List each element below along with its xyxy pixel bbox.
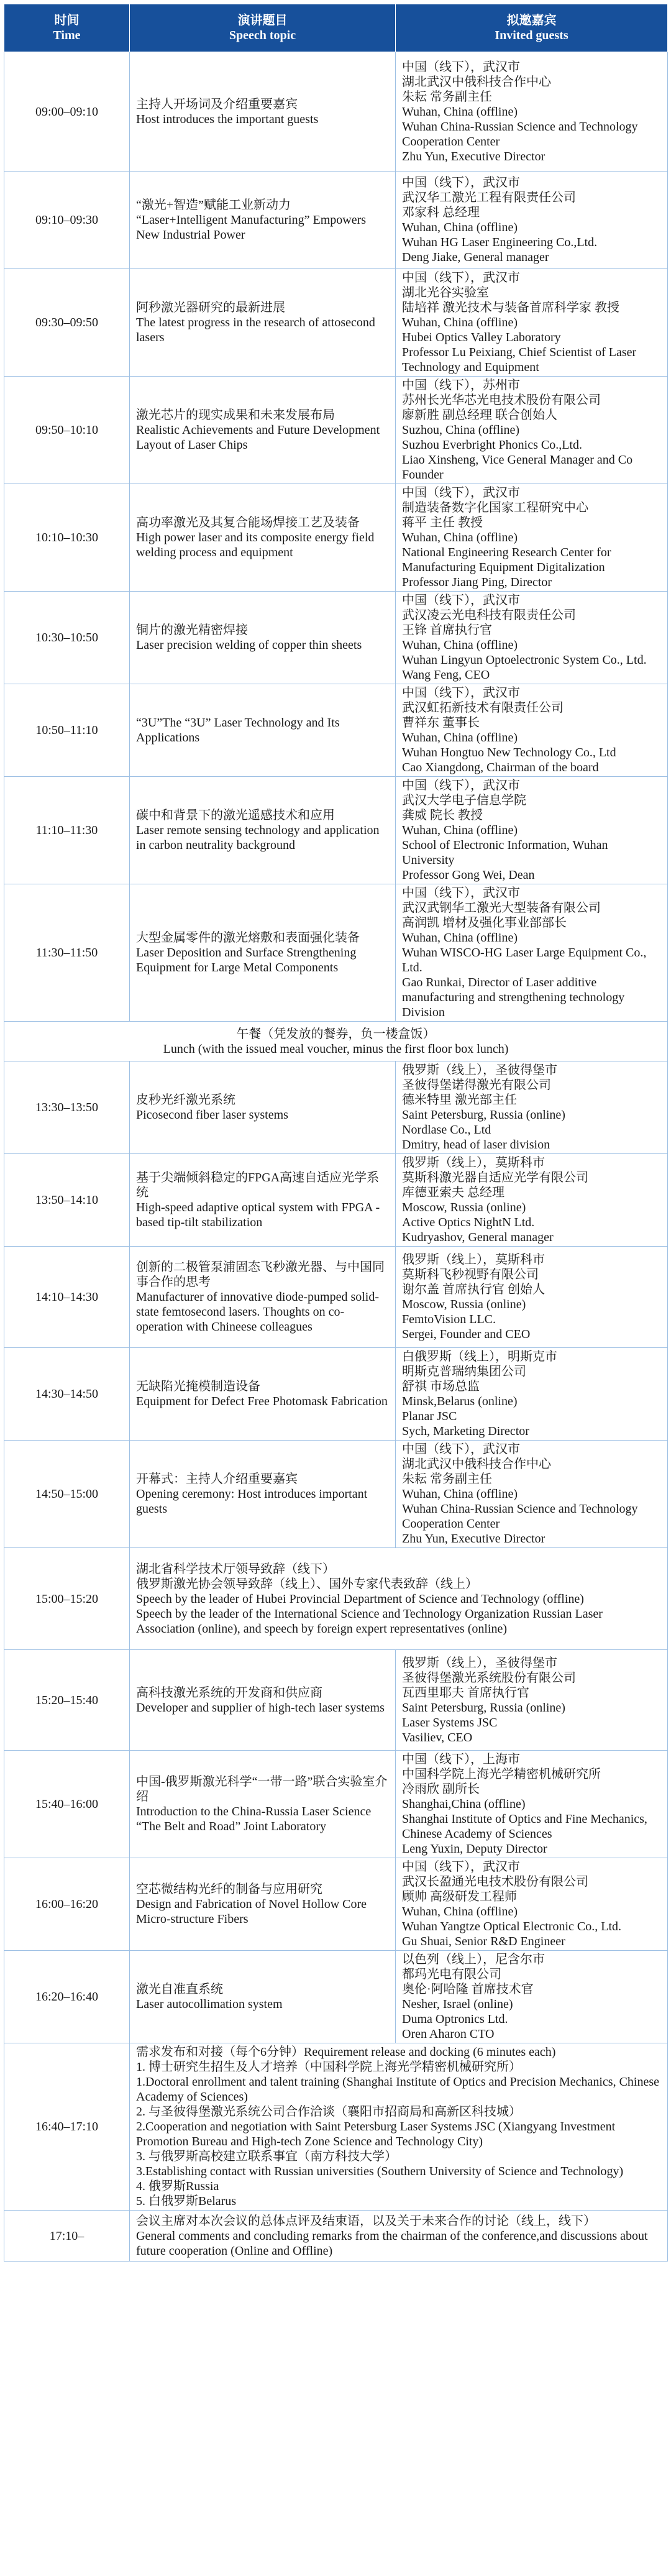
- guest-line: Nordlase Co., Ltd: [402, 1123, 491, 1137]
- guest-cell: [396, 1348, 668, 1441]
- topic-line: The latest progress in the research of attosecond lasers: [136, 316, 375, 344]
- header-time-zh: 时间: [54, 14, 80, 27]
- time-cell: 11:10–11:30: [4, 777, 130, 884]
- topic-line: 皮秒光纤激光系统: [136, 1093, 235, 1107]
- guest-line: Saint Petersburg, Russia (online): [402, 1108, 565, 1122]
- agenda-row: [4, 1751, 668, 1858]
- guest-line: Suzhou, China (offline): [402, 423, 520, 437]
- agenda-row: [4, 269, 668, 377]
- guest-line: 中国（线下），武汉市: [402, 271, 520, 285]
- guest-line: 莫斯科激光器自适应光学有限公司: [402, 1171, 588, 1185]
- guest-line: 陆培祥 激光技术与装备首席科学家 教授: [402, 301, 619, 314]
- topic-line: 2.Cooperation and negotiation with Saint Petersburg Laser Systems JSC (Xiangyang Investment Promotion Bureau and High-tech Zone Science and Technology City): [136, 2120, 616, 2148]
- topic-cell: [130, 1650, 396, 1751]
- guest-cell: [396, 52, 668, 172]
- guest-cell: [396, 484, 668, 592]
- topic-cell: [130, 1348, 396, 1441]
- guest-line: Sergei, Founder and CEO: [402, 1327, 531, 1341]
- guest-line: 武汉凌云光电科技有限责任公司: [402, 608, 576, 622]
- topic-line: Laser remote sensing technology and application in carbon neutrality background: [136, 823, 380, 852]
- guest-line: 库德亚索夫 总经理: [402, 1186, 504, 1199]
- topic-line: 创新的二极管泵浦固态飞秒激光器、与中国同事合作的思考: [136, 1260, 385, 1289]
- guest-line: 武汉长盈通光电技术股份有限公司: [402, 1875, 588, 1889]
- topic-line: 需求发布和对接（每个6分钟）Requirement release and docking (6 minutes each): [136, 2045, 556, 2059]
- topic-line: Introduction to the China-Russia Laser Science “The Belt and Road” Joint Laboratory: [136, 1805, 372, 1833]
- time-cell: 14:50–15:00: [4, 1441, 130, 1548]
- guest-line: Gao Runkai, Director of Laser additive manufacturing and strengthening technology Division: [402, 976, 625, 1019]
- guest-line: 俄罗斯（线上），圣彼得堡市: [402, 1656, 557, 1670]
- guest-line: 德米特里 激光部主任: [402, 1093, 517, 1107]
- guest-line: 奥伦·阿哈隆 首席技术官: [402, 1982, 534, 1996]
- header-time-en: Time: [53, 29, 81, 42]
- guest-line: Wuhan, China (offline): [402, 1905, 518, 1918]
- topic-line: Realistic Achievements and Future Development Layout of Laser Chips: [136, 423, 380, 452]
- guest-line: 中国（线下），武汉市: [402, 594, 520, 607]
- guest-line: Wuhan Yangtze Optical Electronic Co., Ltd.: [402, 1920, 621, 1933]
- guest-line: Professor Lu Peixiang, Chief Scientist of Laser Technology and Equipment: [402, 346, 637, 374]
- time-cell: 16:20–16:40: [4, 1951, 130, 2043]
- guest-line: Vasiliev, CEO: [402, 1730, 473, 1744]
- time-cell: 09:50–10:10: [4, 377, 130, 484]
- agenda-row: [4, 484, 668, 592]
- topic-line: High-speed adaptive optical system with FPGA - based tip-tilt stabilization: [136, 1201, 380, 1229]
- topic-cell: [130, 684, 396, 777]
- topic-line: Speech by the leader of Hubei Provincial Department of Science and Technology (offline): [136, 1592, 584, 1606]
- header-topic-en: Speech topic: [229, 29, 296, 42]
- guest-line: Saint Petersburg, Russia (online): [402, 1700, 565, 1715]
- guest-line: 中国（线下），武汉市: [402, 486, 520, 500]
- agenda-row: [4, 1061, 668, 1154]
- guest-line: Shanghai Institute of Optics and Fine Mechanics, Chinese Academy of Sciences: [402, 1812, 647, 1841]
- agenda-row: [4, 1441, 668, 1548]
- guest-line: 朱耘 常务副主任: [402, 1472, 492, 1486]
- guest-line: Wuhan, China (offline): [402, 823, 518, 837]
- guest-line: Wuhan Hongtuo New Technology Co., Ltd: [402, 746, 616, 759]
- guest-line: 都玛光电有限公司: [402, 1968, 501, 1981]
- guest-line: 王锋 首席执行官: [402, 623, 492, 637]
- topic-line: Host introduces the important guests: [136, 112, 319, 126]
- guest-line: 武汉华工激光工程有限责任公司: [402, 191, 576, 204]
- topic-cell: [130, 52, 396, 172]
- guest-line: Planar JSC: [402, 1409, 457, 1423]
- topic-cell: [130, 1858, 396, 1951]
- topic-line: Equipment for Defect Free Photomask Fabrication: [136, 1395, 388, 1408]
- guest-line: Wuhan, China (offline): [402, 931, 518, 945]
- time-cell: 09:00–09:10: [4, 52, 130, 172]
- topic-line: 主持人开场词及介绍重要嘉宾: [136, 97, 298, 111]
- guest-cell: [396, 1154, 668, 1247]
- time-cell: 16:00–16:20: [4, 1858, 130, 1951]
- topic-line: “激光+智造”赋能工业新动力: [136, 198, 291, 212]
- guest-line: 冷雨欣 副所长: [402, 1782, 480, 1796]
- topic-cell: [130, 1154, 396, 1247]
- guest-line: Liao Xinsheng, Vice General Manager and Co Founder: [402, 453, 633, 482]
- guest-line: Laser Systems JSC: [402, 1715, 498, 1730]
- guest-cell: [396, 884, 668, 1022]
- guest-line: 制造装备数字化国家工程研究中心: [402, 501, 588, 515]
- guest-line: 朱耘 常务副主任: [402, 89, 492, 104]
- time-cell: 09:10–09:30: [4, 172, 130, 269]
- agenda-row: [4, 1548, 668, 1650]
- agenda-row: [4, 52, 668, 172]
- guest-line: Wuhan, China (offline): [402, 638, 518, 652]
- guest-line: Minsk,Belarus (online): [402, 1395, 518, 1408]
- topic-line: 4. 俄罗斯Russia: [136, 2180, 219, 2193]
- topic-line: 阿秒激光器研究的最新进展: [136, 301, 285, 314]
- topic-line: 1.Doctoral enrollment and talent training (Shanghai Institute of Optics and Precision Mechanics, Chinese Academy of Sciences): [136, 2075, 660, 2104]
- guest-line: Active Optics NightN Ltd.: [402, 1216, 535, 1229]
- topic-line: 3.Establishing contact with Russian universities (Southern University of Science and Technology): [136, 2165, 624, 2178]
- session-cell: [130, 1548, 668, 1650]
- guest-line: Zhu Yun, Executive Director: [402, 1532, 545, 1546]
- guest-cell: [396, 269, 668, 377]
- topic-line: Manufacturer of innovative diode-pumped solid-state femtosecond lasers. Thoughts on co-operation with Chineese colleagues: [136, 1290, 379, 1334]
- topic-line: Laser Deposition and Surface Strengthening Equipment for Large Metal Components: [136, 946, 357, 974]
- guest-line: Professor Gong Wei, Dean: [402, 868, 535, 882]
- lunch-line: Lunch (with the issued meal voucher, minus the first floor box lunch): [163, 1042, 509, 1056]
- topic-line: General comments and concluding remarks from the chairman of the conference,and discussions about future cooperation (Online and Offline): [136, 2229, 648, 2258]
- agenda-row: [4, 172, 668, 269]
- time-cell: 09:30–09:50: [4, 269, 130, 377]
- guest-line: School of Electronic Information, Wuhan University: [402, 838, 608, 867]
- agenda-row: [4, 684, 668, 777]
- guest-line: 莫斯科飞秒视野有限公司: [402, 1268, 539, 1281]
- topic-line: 激光自准直系统: [136, 1982, 223, 1996]
- guest-line: Cao Xiangdong, Chairman of the board: [402, 761, 599, 774]
- guest-cell: [396, 1061, 668, 1154]
- guest-line: 以色列（线上），尼含尔市: [402, 1953, 545, 1966]
- guest-line: 中国（线下），武汉市: [402, 1860, 520, 1874]
- topic-cell: [130, 1951, 396, 2043]
- topic-line: “Laser+Intelligent Manufacturing” Empowers New Industrial Power: [136, 213, 367, 242]
- guest-line: 湖北光谷实验室: [402, 286, 489, 300]
- time-cell: 14:30–14:50: [4, 1348, 130, 1441]
- guest-line: Wuhan, China (offline): [402, 316, 518, 329]
- guest-line: 圣彼得堡诺得激光有限公司: [402, 1078, 551, 1092]
- guest-line: Oren Aharon CTO: [402, 2027, 495, 2041]
- guest-cell: [396, 684, 668, 777]
- topic-cell: [130, 777, 396, 884]
- agenda-table: [4, 4, 668, 2262]
- topic-line: “3U”The “3U” Laser Technology and Its Applications: [136, 716, 340, 745]
- guest-line: 邓家科 总经理: [402, 206, 480, 219]
- guest-line: Dmitry, head of laser division: [402, 1138, 550, 1152]
- agenda-row: [4, 2043, 668, 2211]
- topic-line: 空芯微结构光纤的制备与应用研究: [136, 1882, 322, 1896]
- guest-line: Moscow, Russia (online): [402, 1201, 526, 1214]
- topic-cell: [130, 884, 396, 1022]
- time-cell: 15:20–15:40: [4, 1650, 130, 1751]
- session-cell: [130, 2043, 668, 2211]
- guest-line: Wuhan HG Laser Engineering Co.,Ltd.: [402, 236, 598, 249]
- guest-line: 俄罗斯（线上），圣彼得堡市: [402, 1063, 557, 1077]
- guest-line: 中国（线下），苏州市: [402, 378, 520, 392]
- guest-line: Wuhan Lingyun Optoelectronic System Co., Ltd.: [402, 653, 647, 667]
- topic-line: 俄罗斯激光协会领导致辞（线上）、国外专家代表致辞（线上）: [136, 1577, 478, 1591]
- guest-line: Nesher, Israel (online): [402, 1997, 513, 2011]
- guest-line: Hubei Optics Valley Laboratory: [402, 331, 561, 344]
- topic-cell: [130, 269, 396, 377]
- guest-line: 廖新胜 副总经理 联合创始人: [402, 408, 557, 422]
- agenda-row: [4, 1247, 668, 1348]
- guest-line: 中国（线下），上海市: [402, 1753, 520, 1766]
- guest-line: 俄罗斯（线上），莫斯科市: [402, 1156, 545, 1170]
- topic-line: Opening ceremony: Host introduces important guests: [136, 1487, 368, 1516]
- guest-line: 明斯克普瑞纳集团公司: [402, 1365, 526, 1378]
- guest-line: Deng Jiake, General manager: [402, 250, 549, 264]
- guest-line: Leng Yuxin, Deputy Director: [402, 1842, 547, 1856]
- guest-cell: [396, 592, 668, 684]
- time-cell: 17:10–: [4, 2211, 130, 2262]
- topic-line: Picosecond fiber laser systems: [136, 1108, 288, 1122]
- guest-line: Wuhan China-Russian Science and Technology Cooperation Center: [402, 119, 638, 149]
- topic-cell: [130, 1751, 396, 1858]
- guest-line: Wuhan, China (offline): [402, 731, 518, 745]
- topic-line: 碳中和背景下的激光遥感技术和应用: [136, 809, 335, 822]
- topic-line: 无缺陷光掩模制造设备: [136, 1380, 260, 1393]
- guest-line: 武汉武钢华工激光大型装备有限公司: [402, 901, 601, 915]
- agenda-row: [4, 1650, 668, 1751]
- topic-line: 开幕式：主持人介绍重要嘉宾: [136, 1472, 298, 1486]
- time-cell: 15:00–15:20: [4, 1548, 130, 1650]
- guest-line: Wuhan, China (offline): [402, 531, 518, 544]
- agenda-row: [4, 884, 668, 1022]
- guest-line: 舒祺 市场总监: [402, 1380, 480, 1393]
- guest-line: 俄罗斯（线上），莫斯科市: [402, 1253, 545, 1267]
- topic-cell: [130, 1061, 396, 1154]
- topic-line: 2. 与圣彼得堡激光系统公司合作洽谈（襄阳市招商局和高新区科技城）: [136, 2105, 521, 2119]
- time-cell: 15:40–16:00: [4, 1751, 130, 1858]
- topic-cell: [130, 484, 396, 592]
- topic-line: 会议主席对本次会议的总体点评及结束语，以及关于未来合作的讨论（线上，线下）: [136, 2214, 596, 2228]
- topic-line: High power laser and its composite energy field welding process and equipment: [136, 531, 375, 559]
- guest-line: Kudryashov, General manager: [402, 1231, 554, 1244]
- topic-line: 3. 与俄罗斯高校建立联系事宜（南方科技大学）: [136, 2150, 397, 2163]
- guest-line: 湖北武汉中俄科技合作中心: [402, 75, 551, 89]
- topic-line: Developer and supplier of high-tech laser systems: [136, 1700, 385, 1715]
- guest-line: Zhu Yun, Executive Director: [402, 149, 545, 163]
- topic-line: 激光芯片的现实成果和未来发展布局: [136, 408, 335, 422]
- time-cell: 16:40–17:10: [4, 2043, 130, 2211]
- topic-line: 5. 白俄罗斯Belarus: [136, 2194, 237, 2208]
- guest-line: 苏州长光华芯光电技术股份有限公司: [402, 393, 601, 407]
- topic-line: 基于尖端倾斜稳定的FPGA高速自适应光学系统: [136, 1171, 380, 1199]
- topic-line: 中国-俄罗斯激光科学“一带一路”联合实验室介绍: [136, 1775, 388, 1804]
- topic-line: 高功率激光及其复合能场焊接工艺及装备: [136, 516, 360, 529]
- agenda-row: [4, 592, 668, 684]
- agenda-row: [4, 1951, 668, 2043]
- guest-cell: [396, 777, 668, 884]
- guest-line: 中国（线下），武汉市: [402, 60, 520, 74]
- topic-line: Laser precision welding of copper thin sheets: [136, 638, 362, 652]
- topic-cell: [130, 1441, 396, 1548]
- guest-line: Gu Shuai, Senior R&D Engineer: [402, 1935, 565, 1948]
- guest-line: 中国（线下），武汉市: [402, 779, 520, 792]
- guest-cell: [396, 377, 668, 484]
- topic-line: Design and Fabrication of Novel Hollow Core Micro-structure Fibers: [136, 1897, 367, 1926]
- guest-line: 武汉大学电子信息学院: [402, 794, 526, 807]
- agenda-body: [4, 52, 668, 2262]
- guest-line: 谢尔盖 首席执行官 创始人: [402, 1283, 545, 1296]
- guest-line: Wang Feng, CEO: [402, 668, 490, 682]
- guest-cell: [396, 1951, 668, 2043]
- time-cell: 10:10–10:30: [4, 484, 130, 592]
- guest-line: 中国（线下），武汉市: [402, 886, 520, 900]
- guest-line: 中国科学院上海光学精密机械研究所: [402, 1767, 601, 1781]
- guest-line: 白俄罗斯（线上），明斯克市: [402, 1350, 557, 1364]
- topic-line: 湖北省科学技术厅领导致辞（线下）: [136, 1562, 335, 1576]
- guest-line: FemtoVision LLC.: [402, 1313, 496, 1326]
- guest-line: Sych, Marketing Director: [402, 1424, 529, 1438]
- guest-line: 瓦西里耶夫 首席执行官: [402, 1685, 529, 1700]
- header-topic: [130, 4, 396, 52]
- guest-line: 圣彼得堡激光系统股份有限公司: [402, 1671, 576, 1685]
- topic-line: 大型金属零件的激光熔敷和表面强化装备: [136, 931, 360, 945]
- time-cell: 10:50–11:10: [4, 684, 130, 777]
- topic-line: 1. 博士研究生招生及人才培养（中国科学院上海光学精密机械研究所）: [136, 2060, 521, 2074]
- header-topic-zh: 演讲题目: [237, 14, 288, 27]
- agenda-row: [4, 377, 668, 484]
- guest-line: 武汉虹拓新技术有限责任公司: [402, 701, 564, 715]
- topic-line: Laser autocollimation system: [136, 1997, 283, 2011]
- guest-line: 龚威 院长 教授: [402, 809, 483, 822]
- time-cell: 11:30–11:50: [4, 884, 130, 1022]
- guest-line: Wuhan, China (offline): [402, 1487, 518, 1501]
- topic-cell: [130, 1247, 396, 1348]
- header-time: [4, 4, 130, 52]
- lunch-line: 午餐（凭发放的餐券，负一楼盒饭）: [236, 1027, 436, 1041]
- guest-line: Suzhou Everbright Phonics Co.,Ltd.: [402, 438, 582, 452]
- guest-line: Wuhan, China (offline): [402, 221, 518, 234]
- lunch-cell: [4, 1022, 668, 1061]
- guest-line: Shanghai,China (offline): [402, 1797, 526, 1811]
- topic-line: 高科技激光系统的开发商和供应商: [136, 1685, 322, 1700]
- agenda-row: [4, 777, 668, 884]
- guest-line: 高润凯 增材及强化事业部部长: [402, 916, 567, 930]
- time-cell: 10:30–10:50: [4, 592, 130, 684]
- header-guests-en: Invited guests: [495, 29, 568, 42]
- agenda-row: [4, 2211, 668, 2262]
- guest-line: 中国（线下），武汉市: [402, 176, 520, 190]
- topic-cell: [130, 592, 396, 684]
- time-cell: 13:30–13:50: [4, 1061, 130, 1154]
- guest-cell: [396, 1858, 668, 1951]
- guest-line: 湖北武汉中俄科技合作中心: [402, 1457, 551, 1471]
- guest-cell: [396, 1650, 668, 1751]
- time-cell: 14:10–14:30: [4, 1247, 130, 1348]
- time-cell: 13:50–14:10: [4, 1154, 130, 1247]
- guest-line: Professor Jiang Ping, Director: [402, 575, 552, 589]
- topic-line: Speech by the leader of the International Science and Technology Organization Russian Laser Association (online), and speech by foreign expert representatives (online): [136, 1607, 603, 1636]
- guest-line: 顾帅 高级研发工程师: [402, 1890, 517, 1904]
- guest-line: 中国（线下），武汉市: [402, 686, 520, 700]
- session-cell: [130, 2211, 668, 2262]
- topic-cell: [130, 377, 396, 484]
- guest-cell: [396, 1247, 668, 1348]
- agenda-row: [4, 1858, 668, 1951]
- guest-line: Wuhan, China (offline): [402, 104, 518, 119]
- topic-line: 铜片的激光精密焊接: [136, 623, 248, 637]
- guest-cell: [396, 1441, 668, 1548]
- guest-line: 曹祥东 董事长: [402, 716, 480, 730]
- guest-line: Wuhan WISCO-HG Laser Large Equipment Co., Ltd.: [402, 946, 647, 974]
- header-guests: [396, 4, 668, 52]
- lunch-row: [4, 1022, 668, 1061]
- agenda-header: [4, 4, 668, 52]
- guest-line: Moscow, Russia (online): [402, 1298, 526, 1311]
- guest-cell: [396, 1751, 668, 1858]
- guest-line: 中国（线下），武汉市: [402, 1442, 520, 1456]
- header-guests-zh: 拟邀嘉宾: [506, 14, 557, 27]
- guest-line: Wuhan China-Russian Science and Technology Cooperation Center: [402, 1502, 638, 1531]
- topic-cell: [130, 172, 396, 269]
- guest-line: National Engineering Research Center for Manufacturing Equipment Digitalization: [402, 546, 611, 574]
- guest-line: 蒋平 主任 教授: [402, 516, 483, 529]
- agenda-row: [4, 1348, 668, 1441]
- agenda-row: [4, 1154, 668, 1247]
- guest-cell: [396, 172, 668, 269]
- guest-line: Duma Optronics Ltd.: [402, 2012, 508, 2026]
